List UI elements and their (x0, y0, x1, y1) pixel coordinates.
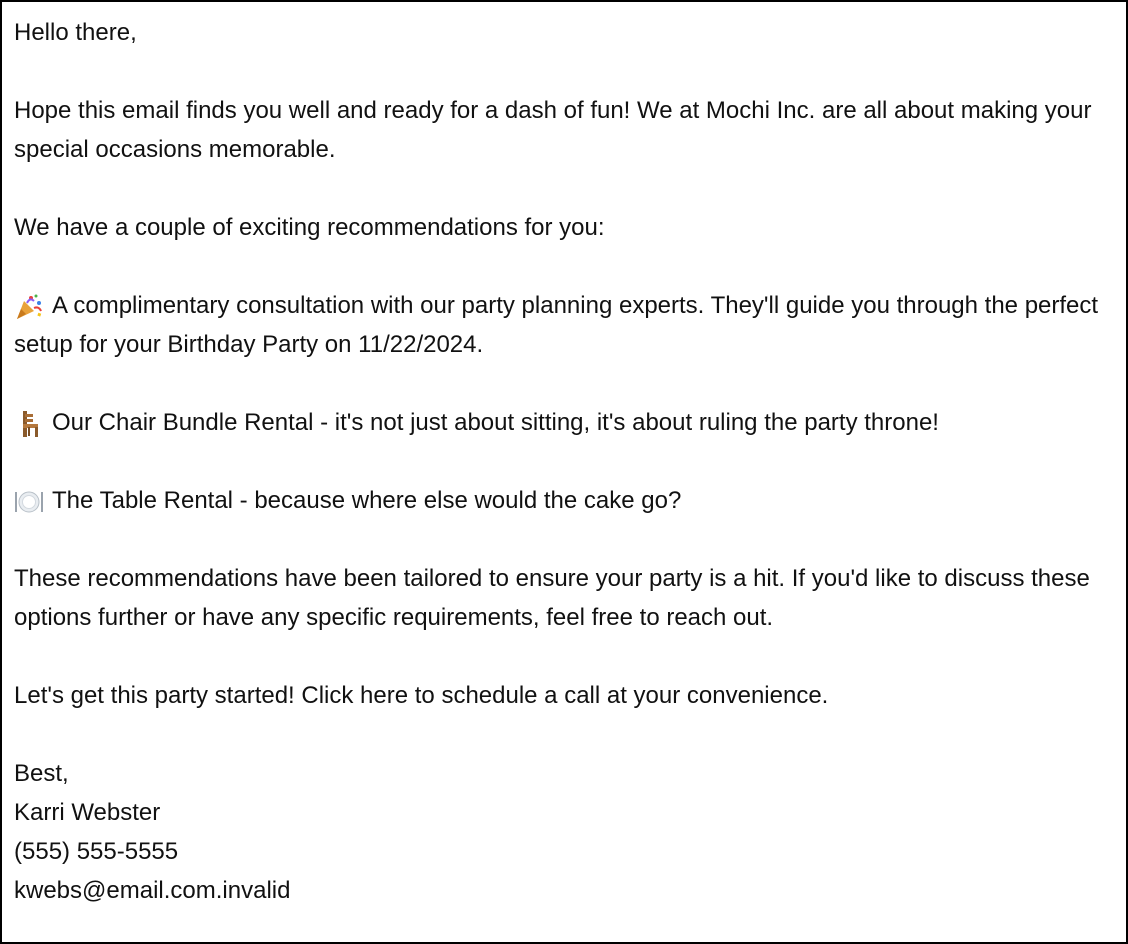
sender-name: Karri Webster (14, 799, 161, 826)
recommendation-text: The Table Rental - because where else would the cake go? (52, 487, 682, 514)
call-to-action: Let's get this party started! Click here to schedule a call at your convenience. (14, 682, 829, 709)
sender-email: kwebs@email.com.invalid (14, 877, 291, 904)
plate-cutlery-icon (14, 488, 44, 512)
sender-phone: (555) 555-5555 (14, 838, 179, 865)
recommendation-table-rental (14, 481, 1114, 520)
recommendation-text: A complimentary consultation with our party planning experts. They'll guide you through the perfect setup for your Birthday Party on 11/22/2024. (14, 292, 1099, 358)
recommendation-consultation (14, 286, 1114, 364)
signature-block (14, 754, 1114, 910)
intro-paragraph: Hope this email finds you well and ready for a dash of fun! We at Mochi Inc. are all about making your special occasions memorable. (14, 97, 1092, 163)
recommendation-chair-rental (14, 403, 1114, 442)
recommendations-lead-in: We have a couple of exciting recommendations for you: (14, 214, 605, 241)
greeting: Hello there, (14, 19, 137, 46)
chair-icon (14, 410, 44, 434)
closing-note: These recommendations have been tailored to ensure your party is a hit. If you'd like to discuss these options further or have any specific requirements, feel free to reach out. (14, 565, 1090, 631)
signoff: Best, (14, 760, 69, 787)
party-popper-icon (14, 293, 44, 317)
recommendation-text: Our Chair Bundle Rental - it's not just about sitting, it's about ruling the party throne! (52, 409, 939, 436)
